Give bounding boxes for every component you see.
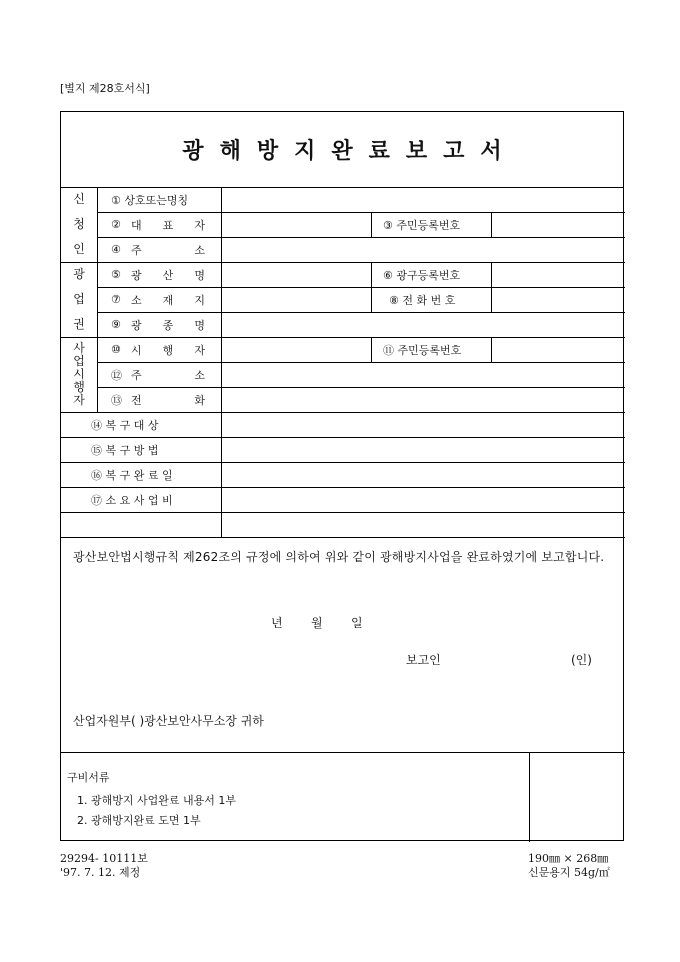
- group-char: 청: [73, 217, 85, 231]
- title-char: 광: [182, 138, 204, 164]
- attachment-item: 1. 광해방지 사업완료 내용서 1부: [77, 794, 236, 807]
- location-label: 소 재 지: [131, 293, 205, 307]
- applicant-address-label-num: ④: [111, 243, 121, 256]
- restoration-method-label: ⑮ 복 구 방 법: [91, 443, 159, 457]
- group-char: 신: [73, 192, 85, 206]
- completion-date-label: ⑯ 복 구 완 료 일: [91, 468, 173, 482]
- operator-address-label: 주 소: [131, 368, 205, 382]
- mineral-type-label-num: ⑨: [111, 318, 121, 331]
- group-char: 업: [73, 354, 85, 368]
- report-form: [60, 111, 624, 841]
- seal-label: (인): [571, 652, 592, 667]
- date-day-label: 일: [351, 615, 363, 630]
- company-name-label: ① 상호또는명칭: [111, 193, 189, 207]
- operator-label: 시 행 자: [131, 343, 205, 357]
- group-char: 시: [73, 367, 85, 381]
- paper-type: 신문용지 54g/㎡: [528, 866, 610, 879]
- group-char: 자: [73, 393, 85, 407]
- group-char: 권: [73, 317, 85, 331]
- applicant-address-label: 주 소: [131, 243, 205, 257]
- group-char: 인: [73, 242, 85, 256]
- group-char: 광: [73, 267, 85, 281]
- project-cost-label: ⑰ 소 요 사 업 비: [91, 493, 173, 507]
- restoration-target-label: ⑭ 복 구 대 상: [91, 418, 159, 432]
- addressee: 산업자원부( )광산보안사무소장 귀하: [73, 713, 264, 728]
- mine-registration-label: ⑥ 광구등록번호: [383, 268, 461, 282]
- attachment-item: 2. 광해방지완료 도면 1부: [77, 814, 201, 827]
- title-char: 해: [219, 138, 241, 164]
- applicant-rrn-label: ③ 주민등록번호: [383, 218, 461, 232]
- group-char: 사: [73, 341, 85, 355]
- applicant-group-label: [61, 187, 97, 262]
- title-char: 방: [256, 138, 279, 164]
- phone-number-label: ⑧ 전 화 번 호: [389, 293, 456, 307]
- attachments-title: 구비서류: [67, 771, 110, 784]
- form-label: [별지 제28호서식]: [60, 82, 150, 95]
- date-year-label: 년: [271, 615, 283, 630]
- enactment-date: '97. 7. 12. 제정: [60, 866, 141, 879]
- operator-label-num: ⑩: [111, 343, 121, 356]
- title-char: 료: [368, 138, 390, 164]
- title-char: 서: [480, 138, 502, 164]
- title-char: 보: [405, 138, 428, 164]
- representative-label: 대 표 자: [131, 218, 205, 232]
- location-label-num: ⑦: [111, 293, 121, 306]
- operator-group-label: [61, 337, 97, 412]
- mine-name-label: 광 산 명: [131, 268, 205, 282]
- mine-name-label-num: ⑤: [111, 268, 121, 281]
- title-char: 고: [443, 138, 465, 164]
- title-char: 완: [331, 138, 353, 164]
- mining-group-label: [61, 262, 97, 337]
- date-month-label: 월: [311, 615, 323, 630]
- document-title: [61, 112, 623, 188]
- reporter-label: 보고인: [406, 652, 441, 667]
- report-statement: 광산보안법시행규칙 제262조의 규정에 의하여 위와 같이 광해방지사업을 완료하였기에 보고합니다.: [73, 550, 605, 564]
- operator-phone-label-num: ⑬: [111, 393, 122, 407]
- representative-label-num: ②: [111, 218, 121, 231]
- operator-phone-label: 전 화: [131, 393, 205, 407]
- operator-rrn-label: ⑪ 주민등록번호: [383, 343, 462, 357]
- group-char: 업: [73, 292, 85, 306]
- operator-address-label-num: ⑫: [111, 368, 122, 382]
- title-char: 지: [294, 138, 316, 164]
- paper-size: 190㎜ × 268㎜: [528, 852, 609, 865]
- group-char: 행: [73, 380, 85, 394]
- mineral-type-label: 광 종 명: [131, 318, 205, 332]
- form-code: 29294- 10111보: [60, 852, 148, 865]
